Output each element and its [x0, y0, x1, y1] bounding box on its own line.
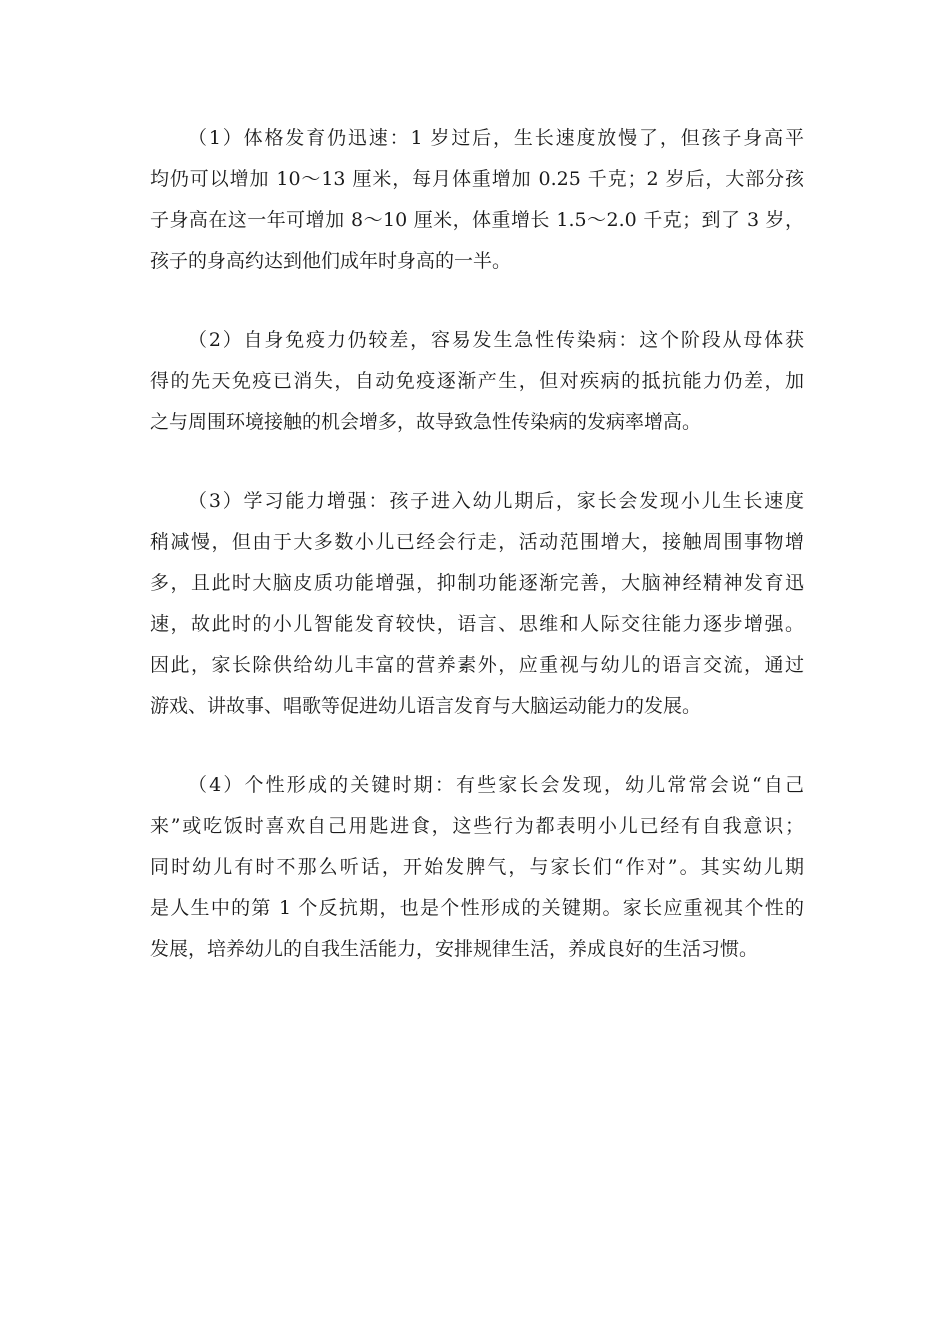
document-body	[150, 118, 804, 1008]
text-line: 得的先天免疫已消失，自动免疫逐渐产生，但对疾病的抵抗能力仍差，加	[150, 370, 804, 392]
text-line: （4）个性形成的关键时期：有些家长会发现，幼儿常常会说“自己	[188, 774, 804, 796]
text-line: 速，故此时的小儿智能发育较快，语言、思维和人际交往能力逐步增强。	[150, 613, 804, 635]
paragraph-learning-ability	[150, 481, 804, 727]
text-line: 孩子的身高约达到他们成年时身高的一半。	[150, 250, 512, 272]
text-line: （2）自身免疫力仍较差，容易发生急性传染病：这个阶段从母体获	[188, 329, 804, 351]
text-line: 多，且此时大脑皮质功能增强，抑制功能逐渐完善，大脑神经精神发育迅	[150, 572, 804, 594]
text-line: 同时幼儿有时不那么听话，开始发脾气，与家长们“作对”。其实幼儿期	[150, 856, 804, 878]
text-line: 是人生中的第 1 个反抗期，也是个性形成的关键期。家长应重视其个性的	[150, 897, 804, 919]
text-line: 稍减慢，但由于大多数小儿已经会行走，活动范围增大，接触周围事物增	[150, 531, 804, 553]
text-line: （3）学习能力增强：孩子进入幼儿期后，家长会发现小儿生长速度	[188, 490, 804, 512]
text-line: 发展，培养幼儿的自我生活能力，安排规律生活，养成良好的生活习惯。	[150, 938, 759, 960]
text-line: 来”或吃饭时喜欢自己用匙进食，这些行为都表明小儿已经有自我意识；	[150, 815, 804, 837]
paragraph-immunity	[150, 320, 804, 443]
text-line: 子身高在这一年可增加 8～10 厘米，体重增长 1.5～2.0 千克；到了 3 岁，	[150, 209, 804, 231]
paragraph-personality	[150, 765, 804, 970]
paragraph-physical-growth	[150, 118, 804, 282]
text-line: 因此，家长除供给幼儿丰富的营养素外，应重视与幼儿的语言交流，通过	[150, 654, 804, 676]
text-line: 游戏、讲故事、唱歌等促进幼儿语言发育与大脑运动能力的发展。	[150, 695, 702, 717]
text-line: 均仍可以增加 10～13 厘米，每月体重增加 0.25 千克；2 岁后，大部分孩	[150, 168, 804, 190]
text-line: 之与周围环境接触的机会增多，故导致急性传染病的发病率增高。	[150, 411, 702, 433]
text-line: （1）体格发育仍迅速：1 岁过后，生长速度放慢了，但孩子身高平	[188, 127, 804, 149]
